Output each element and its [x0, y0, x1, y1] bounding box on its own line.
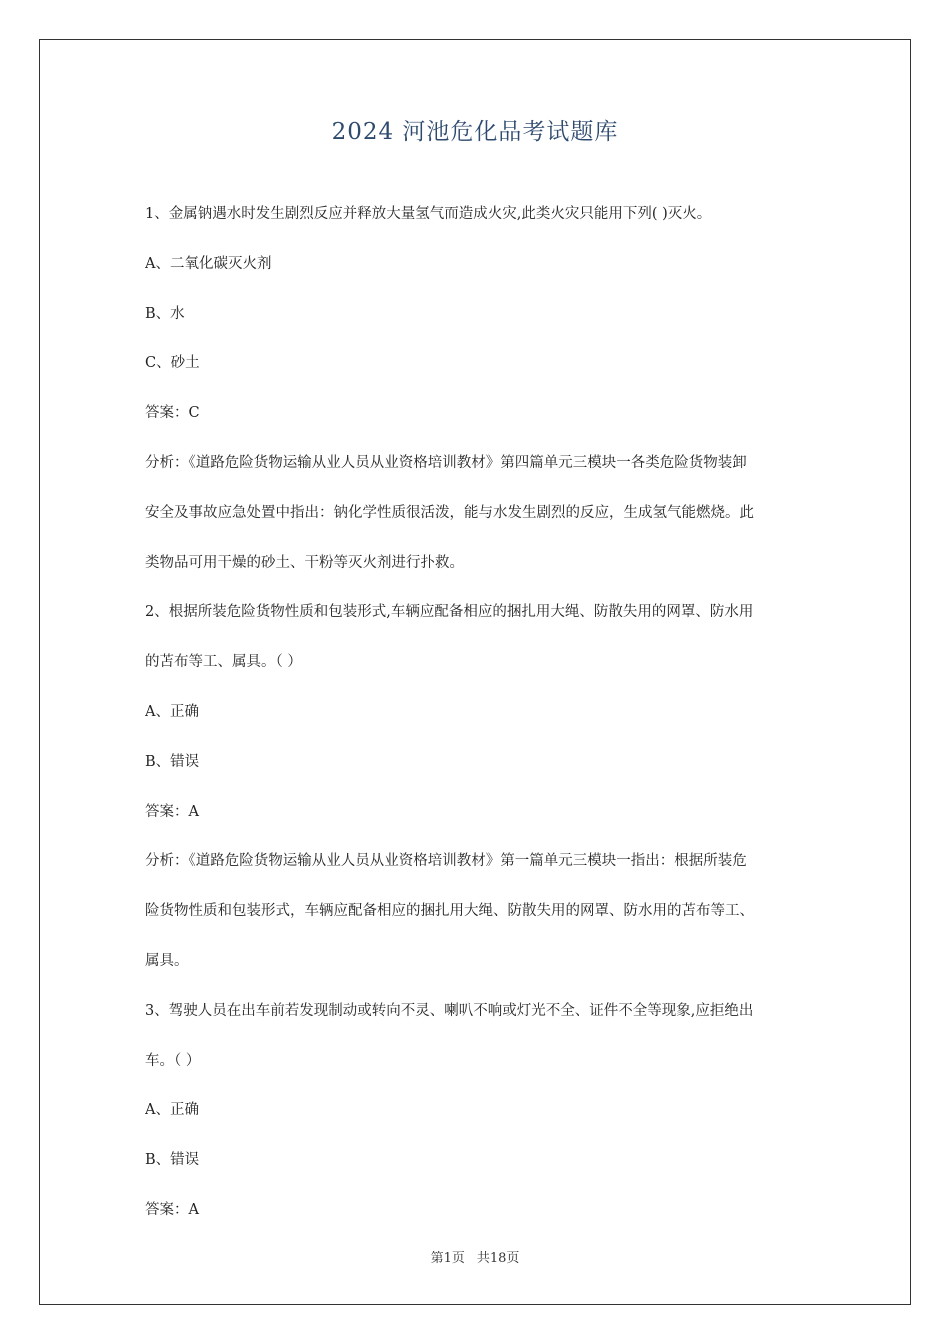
question-2-analysis-line-3: 属具。 — [145, 952, 189, 969]
question-content — [145, 197, 810, 1243]
question-3-option-b: B、错误 — [145, 1152, 200, 1169]
question-2-option-a: A、正确 — [145, 703, 199, 720]
question-1-analysis-line-2: 安全及事故应急处置中指出：钠化学性质很活泼，能与水发生剧烈的反应，生成氢气能燃烧。此 — [145, 504, 754, 521]
question-2-answer: 答案：A — [145, 803, 199, 820]
question-3-answer: 答案：A — [145, 1201, 199, 1218]
question-3-text-line-1: 3、驾驶人员在出车前若发现制动或转向不灵、喇叭不响或灯光不全、证件不全等现象,应拒绝出 — [145, 1002, 754, 1019]
question-1-option-a: A、二氧化碳灭火剂 — [145, 255, 272, 272]
question-1-analysis-line-1: 分析：《道路危险货物运输从业人员从业资格培训教材》第四篇单元三模块一各类危险货物装卸 — [145, 454, 747, 471]
question-1-option-b: B、水 — [145, 305, 185, 322]
page-number: 第1页 — [430, 1251, 465, 1266]
question-2-text-line-1: 2、根据所装危险货物性质和包装形式,车辆应配备相应的捆扎用大绳、防散失用的网罩、防水用 — [145, 604, 754, 621]
question-1-option-c: C、砂土 — [145, 355, 200, 372]
question-1-analysis-line-3: 类物品可用干燥的砂土、干粉等灭火剂进行扑救。 — [145, 554, 464, 571]
question-2-option-b: B、错误 — [145, 753, 200, 770]
page-total: 共18页 — [476, 1251, 520, 1266]
question-2-text-line-2: 的苫布等工、属具。（ ） — [145, 654, 302, 671]
page-footer — [0, 1247, 950, 1266]
question-2-analysis-line-2: 险货物性质和包装形式，车辆应配备相应的捆扎用大绳、防散失用的网罩、防水用的苫布等工、 — [145, 903, 754, 920]
question-1-answer: 答案：C — [145, 405, 200, 422]
question-2-analysis-line-1: 分析：《道路危险货物运输从业人员从业资格培训教材》第一篇单元三模块一指出：根据所装危 — [145, 853, 747, 870]
question-1-text: 1、金属钠遇水时发生剧烈反应并释放大量氢气而造成火灾,此类火灾只能用下列( )灭火。 — [145, 206, 712, 222]
question-3-text-line-2: 车。（ ） — [145, 1052, 201, 1069]
document-title: 2024 河池危化品考试题库 — [331, 119, 619, 145]
question-3-option-a: A、正确 — [145, 1102, 199, 1119]
